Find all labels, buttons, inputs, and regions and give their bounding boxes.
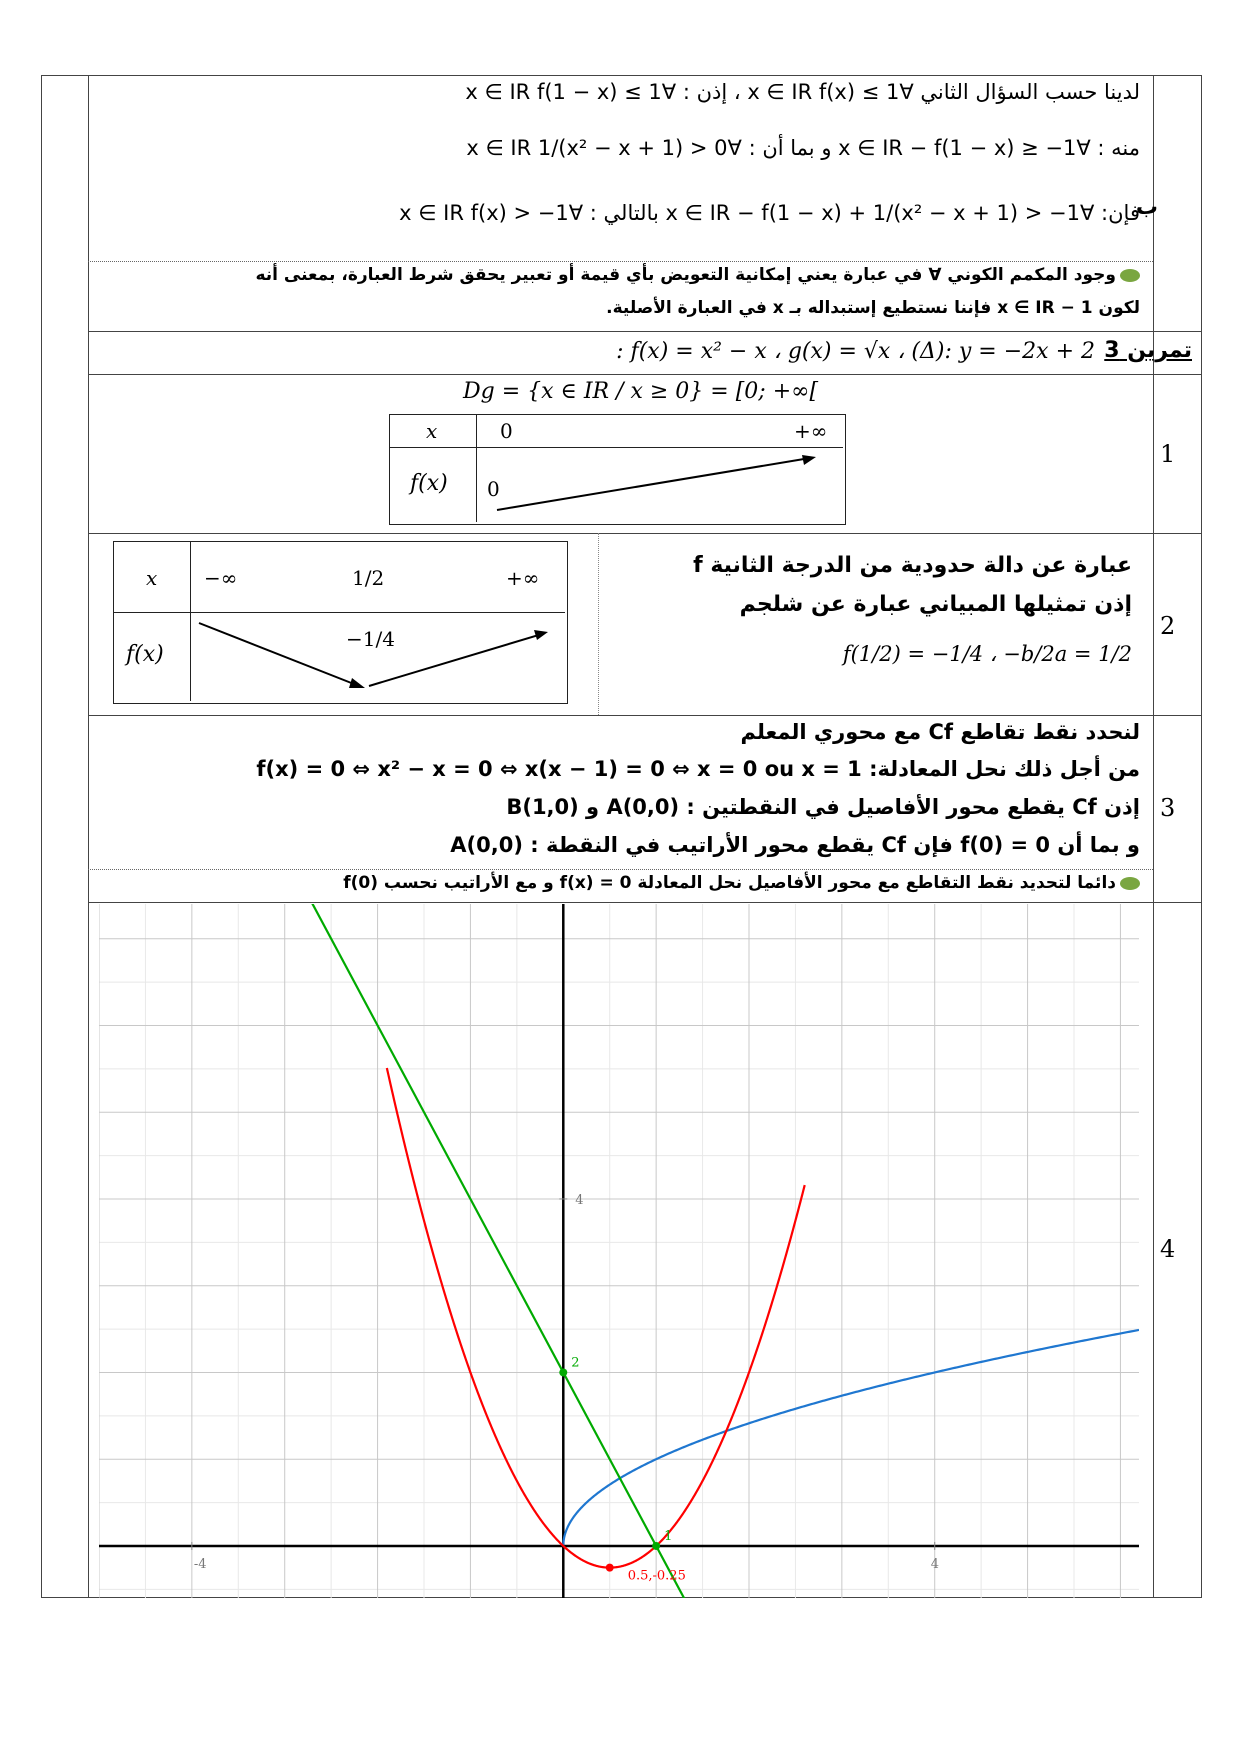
table-x-mid: 1/2 bbox=[352, 566, 385, 590]
q2-line1: f عبارة عن دالة حدودية من الدرجة الثانية bbox=[693, 553, 1132, 578]
point-label: 0.5,-0.25 bbox=[627, 1568, 686, 1584]
row-divider bbox=[88, 374, 1202, 375]
column-divider-right bbox=[1153, 75, 1154, 1598]
table-f-min: −1/4 bbox=[346, 627, 395, 651]
q2-divider bbox=[598, 533, 599, 715]
note-divider bbox=[88, 261, 1153, 262]
variation-table-g bbox=[389, 414, 846, 525]
line-delta bbox=[308, 904, 689, 1598]
grid-minor bbox=[99, 904, 1139, 1598]
curve-f bbox=[387, 1068, 805, 1568]
decreasing-increasing-arrows bbox=[114, 542, 565, 701]
part-b-note2: لكون 1 − x ∈ IR فإننا نستطيع إستبداله بـ x في العبارة الأصلية. bbox=[606, 298, 1140, 318]
part-b-line3: فإن: ∀x ∈ IR − f(1 − x) + 1/(x² − x + 1) > −1 بالتالي : ∀x ∈ IR f(x) > −1 bbox=[399, 201, 1140, 225]
tick-label-y4: 4 bbox=[575, 1192, 584, 1208]
note-text: دائما لتحديد نقط التقاطع مع محور الأفاصيل نحل المعادلة f(x) = 0 و مع الأراتيب نحسب f(0) bbox=[343, 873, 1116, 893]
part-b-line2: منه : ∀x ∈ IR − f(1 − x) ≥ −1 و بما أن : ∀x ∈ IR 1/(x² − x + 1) > 0 bbox=[466, 136, 1140, 160]
q3-note bbox=[343, 873, 1140, 893]
table-x-start: −∞ bbox=[204, 566, 238, 590]
part-b-line1: لدينا حسب السؤال الثاني ∀x ∈ IR f(x) ≤ 1 ، إذن : ∀x ∈ IR f(1 − x) ≤ 1 bbox=[465, 80, 1140, 104]
question-number-2: 2 bbox=[1160, 612, 1176, 640]
q2-line2: إذن تمثيلها المبياني عبارة عن شلجم bbox=[739, 592, 1132, 617]
row-divider bbox=[88, 902, 1202, 903]
question-number-1: 1 bbox=[1160, 440, 1176, 468]
variation-table-f bbox=[113, 541, 568, 704]
q3-line2: من أجل ذلك نحل المعادلة: f(x) = 0 ⇔ x² − x = 0 ⇔ x(x − 1) = 0 ⇔ x = 0 ou x = 1 bbox=[256, 757, 1140, 781]
row-divider bbox=[88, 331, 1202, 332]
table-x-start: 0 bbox=[500, 419, 513, 443]
point-label: 1 bbox=[664, 1528, 673, 1544]
table-x-label: x bbox=[146, 566, 158, 590]
q3-line4: و بما أن f(0) = 0 فإن Cf يقطع محور الأراتيب في النقطة : A(0,0) bbox=[450, 833, 1140, 857]
q2-formula: f(1/2) = −1/4 ، −b/2a = 1/2 bbox=[842, 642, 1132, 666]
point-marker bbox=[606, 1564, 614, 1572]
table-f-label: f(x) bbox=[410, 471, 448, 496]
speech-bubble-icon bbox=[1120, 269, 1140, 282]
increasing-arrow bbox=[390, 415, 843, 522]
part-b-label: ب bbox=[1135, 195, 1158, 220]
table-x-end: +∞ bbox=[794, 419, 828, 443]
table-f-start: 0 bbox=[487, 477, 500, 501]
question-number-4: 4 bbox=[1160, 1235, 1176, 1263]
function-graph bbox=[99, 904, 1139, 1598]
axes bbox=[99, 904, 1139, 1598]
speech-bubble-icon bbox=[1120, 877, 1140, 890]
curve-g bbox=[563, 1330, 1139, 1546]
domain-g: Dg = {x ∈ IR / x ≥ 0} = [0; +∞[ bbox=[463, 379, 819, 404]
ticks bbox=[192, 1193, 939, 1572]
table-f-label: f(x) bbox=[126, 642, 164, 667]
exercise-title: تمرين 3 bbox=[1104, 338, 1192, 363]
tick-label-x-neg: -4 bbox=[193, 1556, 207, 1572]
grid-major bbox=[99, 904, 1139, 1598]
points bbox=[559, 1355, 686, 1583]
q3-line3: إذن Cf يقطع محور الأفاصيل في النقطتين : A(0,0) و B(1,0) bbox=[506, 795, 1140, 819]
table-x-end: +∞ bbox=[506, 566, 540, 590]
column-divider-left bbox=[88, 75, 89, 1598]
tick-label-x-pos: 4 bbox=[930, 1556, 939, 1572]
row-divider bbox=[88, 533, 1202, 534]
exercise-functions: : f(x) = x² − x ، g(x) = √x ، (Δ): y = −2x + 2 bbox=[616, 339, 1095, 364]
point-label: 2 bbox=[571, 1355, 580, 1371]
q3-line1: لنحدد نقط تقاطع Cf مع محوري المعلم bbox=[740, 720, 1140, 744]
table-x-label: x bbox=[426, 419, 438, 443]
row-divider bbox=[88, 715, 1202, 716]
question-number-3: 3 bbox=[1160, 794, 1176, 822]
note-text: وجود المكمم الكوني ∀ في عبارة يعني إمكانية التعويض بأي قيمة أو تعبير يحقق شرط العبارة، بمعنى أنه bbox=[255, 265, 1116, 285]
point-marker bbox=[652, 1542, 660, 1550]
note-divider bbox=[88, 869, 1153, 870]
part-b-note1 bbox=[255, 265, 1140, 285]
point-marker bbox=[559, 1368, 567, 1376]
